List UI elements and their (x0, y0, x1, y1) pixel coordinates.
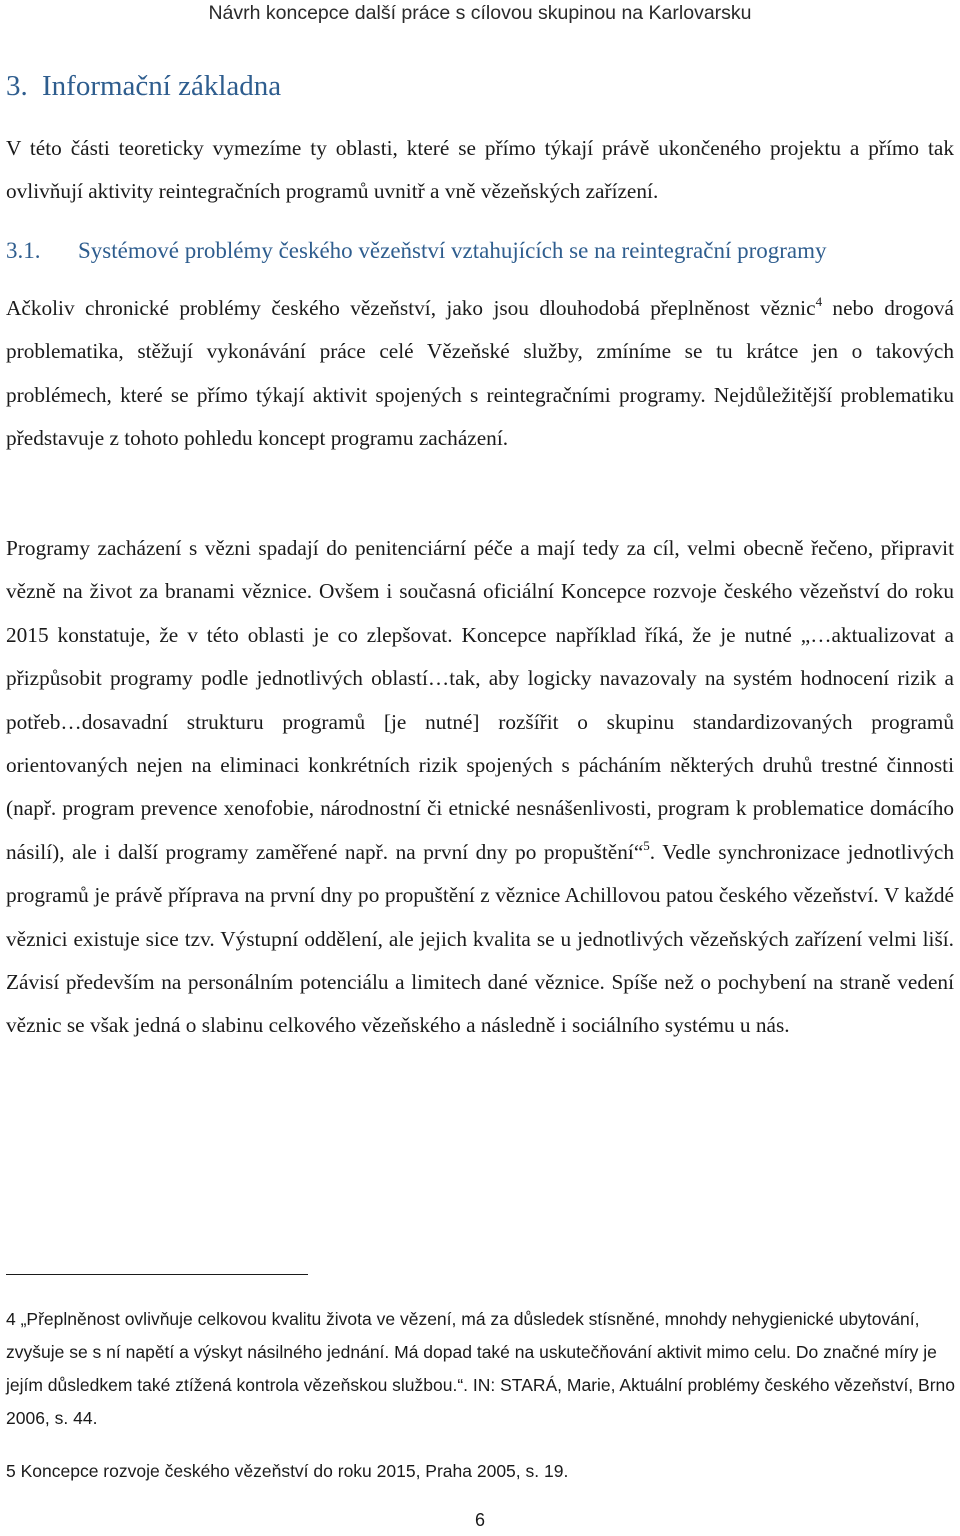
footnote-number: 5 (6, 1461, 16, 1481)
body-paragraph-1 (6, 287, 954, 461)
footnote-ref-4[interactable]: 4 (815, 294, 823, 309)
footnote-5 (6, 1455, 956, 1488)
footnote-text: „Přeplněnost ovlivňuje celkovou kvalitu života ve vězení, má za důsledek stísněné, mnohdy nehygienické ubytování, zvyšuje se s ní napětí a výskyt násilného jednání. Má dopad také na uskutečňování aktivit mimo celu. Do značné míry je jejím důsledkem také ztížená kontrola vězeňskou službou.“. IN: STARÁ, Marie, Aktuální problémy českého vězeňství, Brno 2006, s. 44. (6, 1309, 955, 1428)
subsection-title: Systémové problémy českého vězeňství vztahujících se na reintegrační programy (78, 238, 827, 263)
subsection-heading (6, 238, 827, 264)
paragraph-text: Ačkoliv chronické problémy českého vězeňství, jako jsou dlouhodobá přeplněnost věznic (6, 296, 816, 320)
section-intro-paragraph: V této části teoreticky vymezíme ty oblasti, které se přímo týkají právě ukončeného projektu a přímo tak ovlivňují aktivity reintegračních programů uvnitř a vně vězeňských zařízení. (6, 136, 954, 204)
page-number: 6 (474, 1510, 485, 1530)
body-paragraph-2 (6, 527, 954, 1048)
paragraph-text: . Vedle synchronizace jednotlivých programů je právě příprava na první dny po propuštění z věznice Achillovou patou českého vězeňství. V každé věznici existuje sice tzv. Výstupní oddělení, ale jejich kvalita se u jednotlivých vězeňských zařízení velmi liší. Závisí především na personálním potenciálu a limitech dané věznice. Spíše než o pochybení na straně vedení věznic se však jedná o slabinu celkového vězeňského a následně i sociálního systému u nás. (6, 839, 954, 1038)
footnote-text: Koncepce rozvoje českého vězeňství do roku 2015, Praha 2005, s. 19. (20, 1461, 569, 1481)
footnote-number: 4 (6, 1309, 16, 1329)
running-header: Návrh koncepce další práce s cílovou skupinou na Karlovarsku (208, 2, 752, 24)
section-title: Informační základna (42, 70, 282, 102)
section-heading (6, 70, 281, 103)
footnote-separator (6, 1274, 308, 1275)
paragraph-text: nebo drogová problematika, stěžují vykonávání práce celé Vězeňské služby, zmíníme se tu krátce jen o takových problémech, které se přímo týkají aktivit spojených s reintegračními programy. Nejdůležitější problematiku představuje z tohoto pohledu koncept programu zacházení. (6, 296, 954, 451)
subsection-number: 3.1. (6, 238, 41, 263)
paragraph-text: Programy zacházení s vězni spadají do penitenciární péče a mají tedy za cíl, velmi obecně řečeno, připravit vězně na život za branami věznice. Ovšem i současná oficiální Koncepce rozvoje českého vězeňství do roku 2015 konstatuje, že v této oblasti je co zlepšovat. Koncepce například říká, že je nutné „…aktualizovat a přizpůsobit programy podle jednotlivých oblastí…tak, aby logicky navazovaly na systém hodnocení rizik a potřeb…dosavadní strukturu programů [je nutné] rozšířit o skupinu standardizovaných programů orientovaných nejen na eliminaci konkrétních rizik spojených s pácháním některých druhů trestné činnosti (např. program prevence xenofobie, národnostní či etnické nesnášenlivosti, program k problematice domácího násilí), ale i další programy zaměřené např. na první dny po propuštění“ (6, 536, 954, 864)
footnote-4 (6, 1303, 956, 1435)
footnote-ref-5[interactable]: 5 (643, 837, 650, 853)
section-number: 3. (6, 70, 28, 102)
